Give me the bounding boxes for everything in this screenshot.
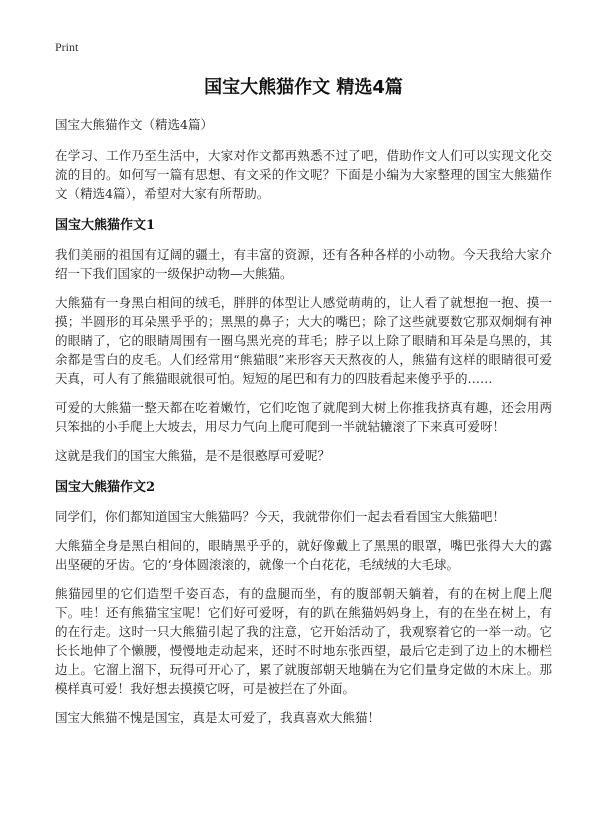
- intro-paragraph: 在学习、工作乃至生活中，大家对作文都再熟悉不过了吧，借助作文人们可以实现文化交流的目的。如何写一篇有思想、有文采的作文呢？下面是小编为大家整理的国宝大熊猫作文（精选4篇），希望对大家有所帮助。: [55, 148, 552, 201]
- section-heading: 国宝大熊猫作文2: [55, 480, 156, 495]
- paragraph: 国宝大熊猫不愧是国宝，真是太可爱了，我真喜欢大熊猫！: [55, 710, 381, 725]
- document-subtitle: 国宝大熊猫作文（精选4篇）: [55, 117, 213, 132]
- essay-section-1: [55, 217, 552, 465]
- section-heading: 国宝大熊猫作文1: [55, 218, 156, 233]
- essay-section-2: [55, 479, 552, 727]
- paragraph: 这就是我们的国宝大熊猫，是不是很憨厚可爱呢？: [55, 448, 331, 463]
- paragraph: 大熊猫有一身黑白相间的绒毛，胖胖的体型让人感觉萌萌的，让人看了就想抱一抱、摸一摸；半圆形的耳朵黑乎乎的；黑黑的鼻子；大大的嘴巴；除了这些就要数它那双炯炯有神的眼睛了，它的眼睛周围有一圈乌黑光亮的茸毛；脖子以上除了眼睛和耳朵是乌黑的，其余都是雪白的皮毛。人们经常用“熊猫眼”来形容天天熬夜的人，熊猫有这样的眼睛很可爱天真，可人有了熊猫眼就很可怕。短短的尾巴和有力的四肢看起来傻乎乎的……: [55, 295, 552, 386]
- paragraph: 同学们，你们都知道国宝大熊猫吗？今天，我就带你们一起去看看国宝大熊猫吧！: [55, 509, 506, 524]
- paragraph: 可爱的大熊猫一整天都在吃着嫩竹，它们吃饱了就爬到大树上你推我挤真有趣，还会用两只笨拙的小手爬上大坡去，用尽力气向上爬可爬到一半就轱辘滚了下来真可爱呀！: [55, 400, 552, 434]
- paragraph: 大熊猫全身是黑白相间的，眼睛黑乎乎的，就好像戴上了黑黑的眼罩，嘴巴张得大大的露出坚硬的牙齿。它的‘身体圆滚滚的，就像一个白花花，毛绒绒的大毛球。: [55, 538, 552, 572]
- document-title: 国宝大熊猫作文 精选4篇: [204, 77, 403, 98]
- paragraph: 熊猫园里的它们造型千姿百态，有的盘腿而坐，有的腹部朝天躺着，有的在树上爬上爬下。哇！还有熊猫宝宝呢！它们好可爱呀，有的趴在熊猫妈妈身上，有的在坐在树上，有的在行走。这时一只大熊猫引起了我的注意，它开始活动了，我观察着它的一举一动。它长长地伸了个懒腰，慢慢地走动起来，还时不时地东张西望，最后它走到了边上的木栅栏边上。它溜上溜下，玩得可开心了，累了就腹部朝天地躺在为它们量身定做的木床上。那模样真可爱！我好想去摸摸它呀，可是被拦在了外面。: [55, 586, 552, 696]
- paragraph: 我们美丽的祖国有辽阔的疆土，有丰富的资源，还有各种各样的小动物。今天我给大家介绍一下我们国家的一级保护动物—大熊猫。: [55, 247, 552, 281]
- print-link[interactable]: Print: [55, 40, 79, 54]
